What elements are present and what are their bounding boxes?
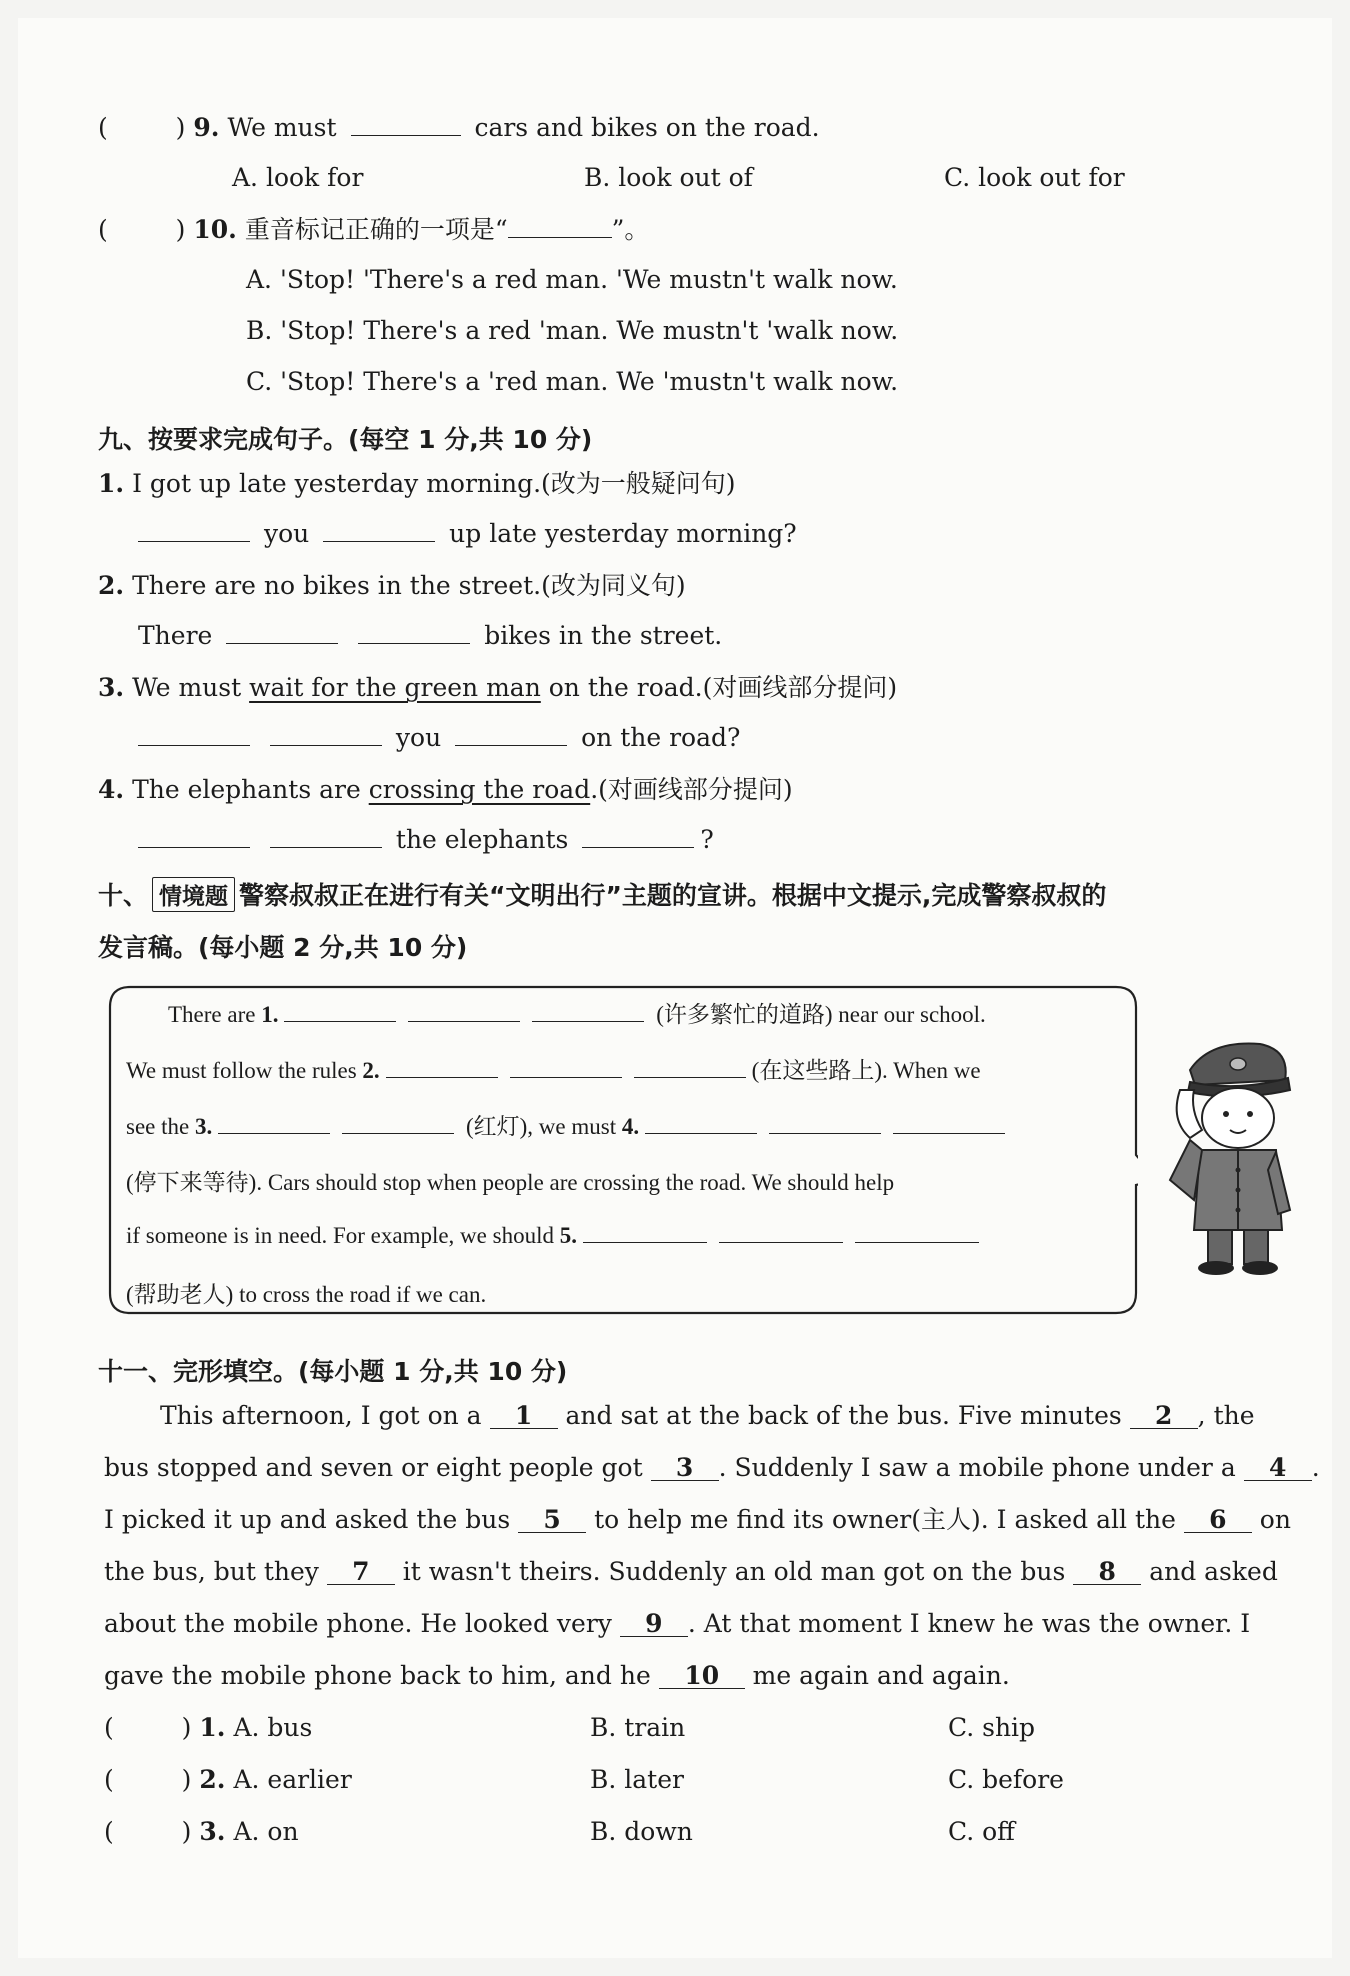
speech-text: see the <box>126 1114 190 1139</box>
cloze-text: on <box>1259 1505 1291 1534</box>
answer-blank[interactable] <box>634 1055 746 1078</box>
answer-paren-open: ( <box>98 215 108 244</box>
answer-blank[interactable] <box>270 723 382 746</box>
option-a: A. look for <box>232 163 364 192</box>
sentence-text: There are no bikes in the street.(改为同义句) <box>132 571 686 600</box>
blank-number: 5. <box>559 1223 577 1248</box>
answer-blank[interactable] <box>358 621 470 644</box>
cloze-blank[interactable]: 2 <box>1130 1404 1198 1429</box>
answer-blank[interactable] <box>455 723 567 746</box>
question-text: cars and bikes on the road. <box>474 113 820 142</box>
answer-text: you <box>395 723 442 752</box>
question-number: 9. <box>193 113 220 142</box>
speech-line-6: (帮助老人) to cross the road if we can. <box>126 1282 487 1307</box>
answer-paren-open: ( <box>104 1765 114 1794</box>
cloze-option-2 <box>104 1764 352 1796</box>
speech-text: (在这些路上). When we <box>751 1058 981 1083</box>
question-number: 10. <box>193 215 237 244</box>
cloze-line-3 <box>104 1504 1291 1536</box>
option-a: A. earlier <box>233 1765 352 1794</box>
cloze-text: the bus, but they <box>104 1557 319 1586</box>
sentence-2 <box>98 570 686 602</box>
option-c: C. off <box>948 1817 1015 1846</box>
cloze-text: about the mobile phone. He looked very <box>104 1609 612 1638</box>
section-number: 十、 <box>98 881 149 910</box>
cloze-blank[interactable]: 5 <box>518 1508 586 1533</box>
cloze-text: me again and again. <box>752 1661 1010 1690</box>
option-c: C. 'Stop! There's a 'red man. We 'mustn't walk now. <box>246 367 899 396</box>
answer-blank[interactable] <box>583 1220 707 1243</box>
cloze-line-4 <box>104 1556 1278 1588</box>
speech-text: We must follow the rules <box>126 1058 357 1083</box>
answer-blank[interactable] <box>270 825 382 848</box>
underlined-text: wait for the green man <box>249 673 541 702</box>
answer-blank[interactable] <box>532 999 644 1022</box>
blank-number: 1. <box>261 1002 279 1027</box>
question-number: 3. <box>199 1817 226 1846</box>
policeman-illustration <box>1150 1030 1310 1280</box>
cloze-blank[interactable]: 10 <box>659 1664 745 1689</box>
answer-blank[interactable] <box>138 519 250 542</box>
sentence-text: on the road.(对画线部分提问) <box>548 673 898 702</box>
answer-text: you <box>263 519 310 548</box>
question-text: We must <box>227 113 337 142</box>
question-10 <box>98 214 649 246</box>
speech-bubble <box>108 985 1138 1315</box>
question-9 <box>98 112 820 144</box>
answer-paren-close: ) <box>181 1765 192 1794</box>
cloze-text: . Suddenly I saw a mobile phone under a <box>718 1453 1236 1482</box>
cloze-option-3 <box>104 1816 299 1848</box>
cloze-blank[interactable]: 6 <box>1184 1508 1252 1533</box>
speech-text: (红灯), we must <box>465 1114 617 1139</box>
cloze-blank[interactable]: 1 <box>490 1404 558 1429</box>
answer-blank[interactable] <box>769 1111 881 1134</box>
cloze-text: to help me find its owner(主人). I asked all the <box>594 1505 1176 1534</box>
context-tag: 情境题 <box>152 877 235 912</box>
answer-blank[interactable] <box>386 1055 498 1078</box>
answer-paren-close: ) <box>181 1817 192 1846</box>
section-9-title: 九、按要求完成句子。(每空 1 分,共 10 分) <box>98 425 593 454</box>
cloze-blank[interactable]: 8 <box>1073 1560 1141 1585</box>
answer-paren-close: ) <box>175 215 186 244</box>
underlined-text: crossing the road <box>368 775 591 804</box>
sentence-3-answer <box>138 722 740 754</box>
answer-blank[interactable] <box>645 1111 757 1134</box>
sentence-1 <box>98 468 736 500</box>
answer-paren-close: ) <box>175 113 186 142</box>
option-a: A. bus <box>233 1713 313 1742</box>
answer-text: There <box>138 621 213 650</box>
blank-number: 2. <box>362 1058 380 1083</box>
answer-paren-close: ) <box>181 1713 192 1742</box>
answer-blank[interactable] <box>351 113 461 136</box>
speech-line-2 <box>126 1052 981 1085</box>
cloze-option-1 <box>104 1712 312 1744</box>
item-number: 3. <box>98 673 125 702</box>
sentence-4-answer <box>138 824 714 856</box>
cloze-text: and sat at the back of the bus. Five minutes <box>565 1401 1122 1430</box>
speech-line-3 <box>126 1108 1011 1141</box>
answer-blank[interactable] <box>855 1220 979 1243</box>
blank-number: 4. <box>621 1114 640 1139</box>
cloze-blank[interactable]: 4 <box>1244 1456 1312 1481</box>
answer-paren-open: ( <box>104 1817 114 1846</box>
option-b: B. later <box>590 1765 684 1794</box>
item-number: 1. <box>98 469 125 498</box>
cloze-blank[interactable]: 9 <box>620 1612 688 1637</box>
answer-blank[interactable] <box>284 999 396 1022</box>
answer-blank[interactable] <box>508 215 612 238</box>
answer-paren-open: ( <box>98 113 108 142</box>
cloze-line-2 <box>104 1452 1320 1484</box>
question-text: ”。 <box>611 215 650 244</box>
cloze-line-6 <box>104 1660 1010 1692</box>
option-a: A. 'Stop! 'There's a red man. 'We mustn't walk now. <box>246 265 898 294</box>
cloze-text: gave the mobile phone back to him, and he <box>104 1661 651 1690</box>
sentence-text: .(对画线部分提问) <box>590 775 793 804</box>
item-number: 4. <box>98 775 125 804</box>
answer-blank[interactable] <box>138 825 250 848</box>
answer-text: bikes in the street. <box>484 621 723 650</box>
option-c: C. ship <box>948 1713 1036 1742</box>
answer-blank[interactable] <box>218 1111 330 1134</box>
sentence-1-answer <box>138 518 797 550</box>
answer-text: the elephants <box>395 825 569 854</box>
cloze-text: . At that moment I knew he was the owner. I <box>687 1609 1251 1638</box>
option-b: B. look out of <box>584 163 753 192</box>
cloze-blank[interactable]: 7 <box>327 1560 395 1585</box>
cloze-text: , the <box>1197 1401 1255 1430</box>
option-c: C. look out for <box>944 163 1125 192</box>
option-b: B. train <box>590 1713 686 1742</box>
speech-text: (许多繁忙的道路) near our school. <box>656 1002 986 1027</box>
answer-blank[interactable] <box>582 825 694 848</box>
question-number: 1. <box>199 1713 226 1742</box>
cloze-line-1 <box>160 1400 1255 1432</box>
blank-number: 3. <box>194 1114 213 1139</box>
option-c: C. before <box>948 1765 1064 1794</box>
cloze-text: This afternoon, I got on a <box>160 1401 482 1430</box>
sentence-3 <box>98 672 897 704</box>
speech-text: if someone is in need. For example, we should <box>126 1223 554 1248</box>
speech-text: There are <box>168 1002 256 1027</box>
sentence-text: We must <box>132 673 242 702</box>
answer-blank[interactable] <box>893 1111 1005 1134</box>
section-10-title-line2: 发言稿。(每小题 2 分,共 10 分) <box>98 933 468 962</box>
answer-blank[interactable] <box>323 519 435 542</box>
section-11-title: 十一、完形填空。(每小题 1 分,共 10 分) <box>98 1357 568 1386</box>
option-b: B. 'Stop! There's a red 'man. We mustn't 'walk now. <box>246 316 899 345</box>
cloze-text: it wasn't theirs. Suddenly an old man got on the bus <box>402 1557 1066 1586</box>
question-number: 2. <box>199 1765 226 1794</box>
question-text: 重音标记正确的一项是“ <box>244 215 508 244</box>
answer-paren-open: ( <box>104 1713 114 1742</box>
cloze-text: . <box>1311 1453 1320 1482</box>
sentence-text: I got up late yesterday morning.(改为一般疑问句) <box>132 469 736 498</box>
cloze-blank[interactable]: 3 <box>651 1456 719 1481</box>
sentence-2-answer <box>138 620 722 652</box>
cloze-text: and asked <box>1149 1557 1278 1586</box>
sentence-4 <box>98 774 793 806</box>
answer-blank[interactable] <box>226 621 338 644</box>
option-a: A. on <box>233 1817 299 1846</box>
sentence-text: The elephants are <box>132 775 361 804</box>
cloze-text: I picked it up and asked the bus <box>104 1505 511 1534</box>
answer-text: ? <box>700 825 714 854</box>
answer-blank[interactable] <box>138 723 250 746</box>
item-number: 2. <box>98 571 125 600</box>
speech-line-5 <box>126 1220 985 1249</box>
answer-blank[interactable] <box>408 999 520 1022</box>
cloze-line-5 <box>104 1608 1250 1640</box>
section-10-title <box>98 876 1106 912</box>
speech-line-4: (停下来等待). Cars should stop when people are crossing the road. We should help <box>126 1170 895 1195</box>
option-b: B. down <box>590 1817 693 1846</box>
answer-text: up late yesterday morning? <box>449 519 797 548</box>
cloze-text: bus stopped and seven or eight people got <box>104 1453 643 1482</box>
answer-blank[interactable] <box>342 1111 454 1134</box>
answer-text: on the road? <box>581 723 741 752</box>
answer-blank[interactable] <box>510 1055 622 1078</box>
answer-blank[interactable] <box>719 1220 843 1243</box>
section-title-text: 警察叔叔正在进行有关“文明出行”主题的宣讲。根据中文提示,完成警察叔叔的 <box>239 881 1107 910</box>
speech-line-1 <box>168 996 986 1029</box>
